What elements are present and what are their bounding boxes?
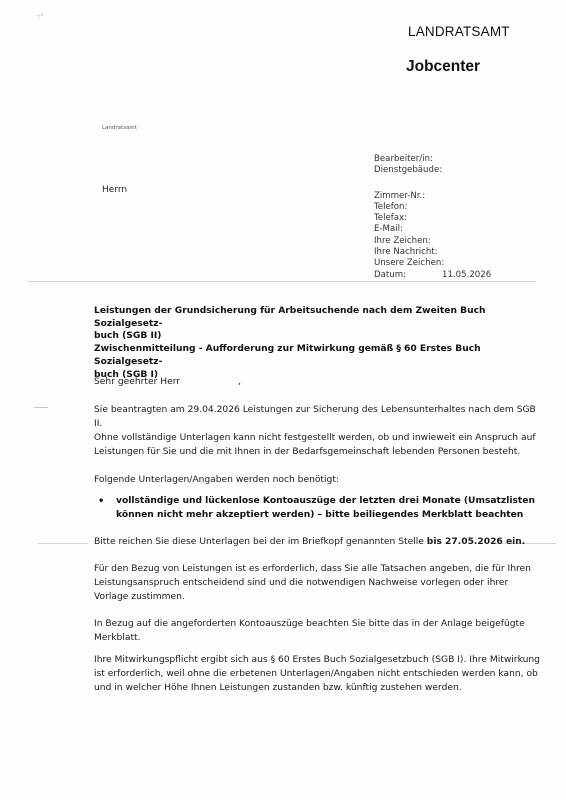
info-row-our-reference bbox=[374, 258, 444, 269]
paragraph-application-date: Sie beantragten am 29.04.2026 Leistungen zur Sicherung des Lebensunterhaltes nach dem SGB II. bbox=[94, 405, 536, 429]
paragraph-obligation-facts: Für den Bezug von Leistungen ist es erforderlich, dass Sie alle Tatsachen angeben, die für Ihren Leistungsanspruch entscheidend sind und die notwendigen Nachweise vorlegen oder ihrer Vorlage zustimmen. bbox=[94, 564, 531, 602]
info-row-date bbox=[374, 269, 492, 281]
agency-name: LANDRATSAMT bbox=[408, 24, 510, 39]
contact-info-block bbox=[374, 154, 492, 281]
info-label: Dienstgebäude: bbox=[374, 165, 443, 176]
info-row-email bbox=[374, 224, 444, 235]
fold-line bbox=[38, 543, 88, 544]
info-row-your-reference bbox=[374, 236, 444, 247]
info-row-your-message bbox=[374, 247, 444, 258]
subject-heading bbox=[94, 305, 540, 381]
info-row-fax bbox=[374, 213, 444, 224]
info-label: Ihre Zeichen: bbox=[374, 235, 431, 246]
info-label: Telefax: bbox=[374, 213, 408, 224]
department-name: Jobcenter bbox=[406, 58, 481, 75]
info-label: Bearbeiter/in: bbox=[374, 154, 433, 164]
recipient-address: Herrn bbox=[102, 185, 128, 195]
info-row-room bbox=[374, 191, 444, 202]
paragraph-bank-statements-note: In Bezug auf die angeforderten Kontoauszüge beachten Sie bitte das in der Anlage beigefügte Merkblatt. bbox=[94, 619, 525, 643]
fold-line bbox=[28, 281, 536, 282]
paragraph-required-documents: Folgende Unterlagen/Angaben werden noch benötigt: bbox=[94, 475, 339, 485]
info-label: E-Mail: bbox=[374, 224, 403, 235]
subject-line: Leistungen der Grundsicherung für Arbeitsuchende nach dem Zweiten Buch Sozialgesetz- bbox=[94, 306, 486, 329]
info-label: Telefon: bbox=[374, 201, 408, 212]
scan-artifact-mark: ·:¹ bbox=[36, 12, 44, 20]
subject-line: Zwischenmitteilung - Aufforderung zur Mitwirkung gemäß § 60 Erstes Buch Sozialgesetz- bbox=[94, 344, 481, 367]
required-document-item bbox=[98, 495, 546, 523]
deadline-date: bis 27.05.2026 ein. bbox=[426, 537, 526, 547]
deadline-text: Bitte reichen Sie diese Unterlagen bei der im Briefkopf genannten Stelle bbox=[94, 537, 427, 547]
info-row-clerk bbox=[374, 154, 444, 165]
subject-line: buch (SGB I) bbox=[94, 369, 159, 380]
required-document-text: vollständige und lückenlose Kontoauszüge der letzten drei Monate (Umsatzlisten können nicht mehr akzeptiert werden) – bitte beiliegendes Merkblatt beachten bbox=[116, 496, 535, 520]
letter-date: 11.05.2026 bbox=[442, 269, 492, 280]
sender-return-line: Landratsamt bbox=[102, 125, 137, 131]
info-label: Datum: bbox=[374, 269, 406, 280]
paragraph-incomplete-documents: Ohne vollständige Unterlagen kann nicht festgestellt werden, ob und inwieweit ein Anspruch auf Leistungen für Sie und die mit Ihnen in der Bedarfsgemeinschaft lebenden Personen besteht. bbox=[94, 433, 536, 457]
subject-line: buch (SGB II) bbox=[94, 331, 162, 342]
info-row-building bbox=[374, 165, 444, 176]
bullet-icon: • bbox=[98, 496, 105, 507]
info-label: Zimmer-Nr.: bbox=[374, 190, 426, 201]
salutation: Sehr geehrter Herr , bbox=[94, 377, 241, 387]
punch-mark bbox=[34, 407, 48, 408]
deadline-paragraph bbox=[94, 536, 544, 550]
info-label: Ihre Nachricht: bbox=[374, 247, 438, 258]
info-row-phone bbox=[374, 202, 444, 213]
info-label: Unsere Zeichen: bbox=[374, 258, 445, 269]
paragraph-legal-basis: Ihre Mitwirkungspflicht ergibt sich aus § 60 Erstes Buch Sozialgesetzbuch (SGB I). Ihre Mitwirkung ist erforderlich, weil ohne die erbetenen Unterlagen/Angaben nicht entschieden werden kann, ob und in welcher Höhe Ihnen Leistungen zustanden bzw. künftig zustehen werden. bbox=[94, 655, 540, 693]
